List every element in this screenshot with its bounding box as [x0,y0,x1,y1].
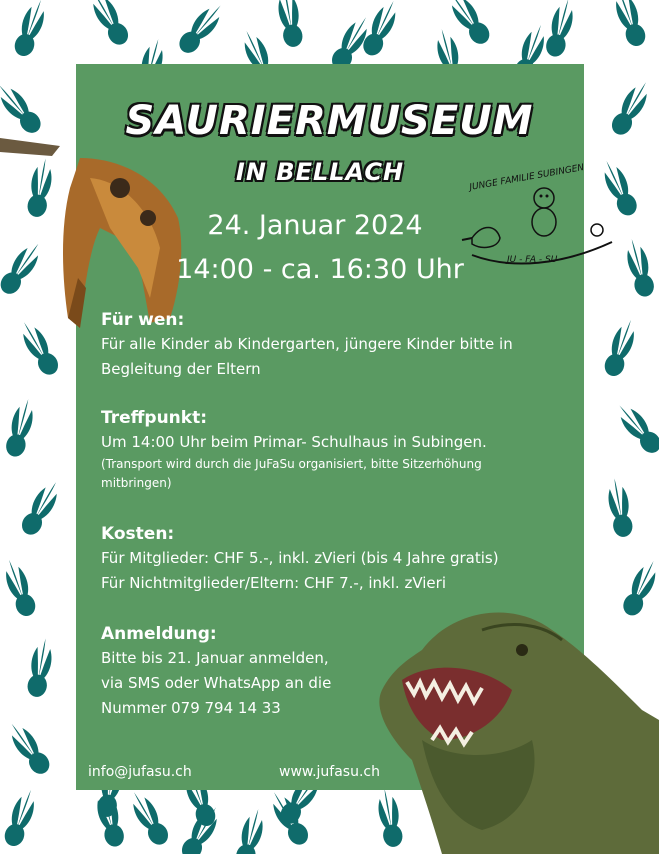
footprint-icon [18,477,64,538]
section-line: Nummer 079 794 14 33 [101,699,281,717]
footprint-icon [4,718,54,778]
section-line: Um 14:00 Uhr beim Primar- Schulhaus in Subingen. [101,433,487,451]
section-line: Für Nichtmitglieder/Eltern: CHF 7.-, inkl. zVieri [101,574,446,592]
section-heading: Anmeldung: [101,624,217,644]
footer-email: info@jufasu.ch [88,764,192,780]
section-heading: Für wen: [101,310,185,330]
footprint-icon [126,787,172,848]
section-heading: Treffpunkt: [101,408,208,428]
section-audience [101,310,581,382]
section-heading: Kosten: [101,524,175,544]
section-line: Für Mitglieder: CHF 5.-, inkl. zVieri (bis 4 Jahre gratis) [101,549,499,567]
event-subtitle: IN BELLACH [235,158,405,186]
section-line: Begleitung der Eltern [101,360,261,378]
event-time: 14:00 - ca. 16:30 Uhr [176,254,464,285]
footprint-icon [175,0,228,57]
logo-abbreviation-text: JU - FA - SU [507,255,558,265]
footprint-icon [2,787,41,849]
section-note: mitbringen) [101,476,172,490]
section-line: Bitte bis 21. Januar anmelden, [101,649,329,667]
footprint-icon [275,0,304,48]
footprint-icon [622,237,656,299]
footprint-icon [544,0,578,59]
footprint-icon [360,0,403,59]
section-note: (Transport wird durch die JuFaSu organisiert, bitte Sitzerhöhung [101,457,482,471]
footprint-icon [610,0,649,49]
footer-website: www.jufasu.ch [279,764,380,780]
section-line: Für alle Kinder ab Kindergarten, jüngere Kinder bitte in [101,335,513,353]
footprint-icon [0,557,38,619]
footprint-icon [4,397,38,459]
footprint-icon [602,317,641,379]
footprint-icon [605,477,634,539]
section-line: via SMS oder WhatsApp an die [101,674,332,692]
dinosaur-skull-image [0,118,190,338]
footprint-icon [234,807,268,854]
event-date: 24. Januar 2024 [207,210,423,241]
footprint-icon [26,637,55,699]
section-costs [101,524,581,596]
footprint-icon [86,0,132,48]
footprint-icon [612,399,659,457]
event-title: SAURIERMUSEUM [125,98,534,144]
footprint-icon [12,0,51,59]
t-rex-image [362,590,659,854]
logo-name-text: JUNGE FAMILIE SUBINGEN [468,162,585,193]
section-meeting-point [101,408,581,493]
